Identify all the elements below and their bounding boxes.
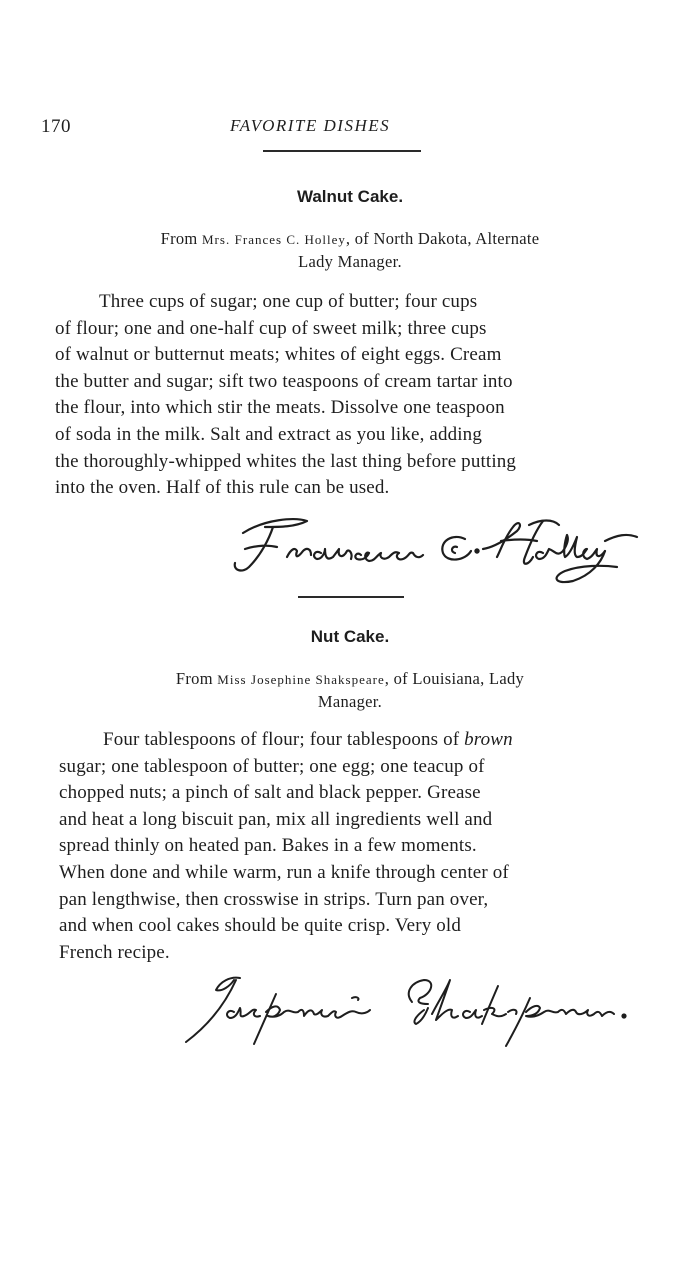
body-line: the butter and sugar; sift two teaspoons of cream tartar into: [55, 370, 513, 392]
recipe-title-walnut-cake: Walnut Cake.: [296, 187, 404, 206]
attribution-title: Miss: [217, 672, 247, 687]
body-line: pan lengthwise, then crosswise in strips. Turn pan over,: [59, 888, 489, 910]
attribution-name: Josephine Shakspeare: [251, 672, 385, 687]
attribution-line: [60, 228, 640, 251]
body-text: Four tablespoons of flour; four tablespoons of: [103, 729, 465, 750]
body-line: the flour, into which stir the meats. Dissolve one teaspoon: [55, 397, 505, 419]
body-line: [59, 727, 647, 754]
recipe-body-nut-cake: [59, 727, 647, 966]
body-line: spread thinly on heated pan. Bakes in a few moments.: [59, 835, 477, 857]
body-line: of walnut or butternut meats; whites of eight eggs. Cream: [55, 344, 502, 366]
signature-frances-c-holley: [225, 505, 650, 590]
attribution-walnut-cake: [60, 228, 640, 273]
body-line: chopped nuts; a pinch of salt and black pepper. Grease: [59, 782, 481, 804]
attribution-rest: , of Louisiana, Lady: [384, 669, 525, 688]
body-line-last: French recipe.: [59, 941, 170, 963]
attribution-from: From: [175, 669, 213, 688]
body-line: the thoroughly-whipped whites the last thing before putting: [55, 450, 517, 472]
attribution-nut-cake: [60, 668, 640, 713]
body-line: and heat a long biscuit pan, mix all ingredients well and: [59, 808, 493, 830]
attribution-from: From: [160, 229, 198, 248]
body-line: [55, 289, 643, 316]
body-line: of flour; one and one-half cup of sweet milk; three cups: [55, 317, 487, 339]
italic-word: brown: [464, 729, 513, 750]
header-rule: [263, 150, 421, 152]
body-line: and when cool cakes should be quite crisp. Very old: [59, 915, 461, 937]
running-title: FAVORITE DISHES: [230, 116, 391, 135]
body-line: of soda in the milk. Salt and extract as you like, adding: [55, 423, 482, 445]
attribution-title: Mrs.: [202, 232, 231, 247]
attribution-line-2: Manager.: [317, 692, 383, 711]
recipe-body-walnut-cake: [55, 289, 643, 502]
signature-josephine-shakspeare: [180, 968, 650, 1050]
attribution-line: [60, 668, 640, 691]
attribution-rest: , of North Dakota, Alternate: [345, 229, 540, 248]
page-number: 170: [41, 116, 71, 137]
body-line-last: into the oven. Half of this rule can be used.: [55, 477, 390, 499]
body-line: sugar; one tablespoon of butter; one egg; one teacup of: [59, 755, 485, 777]
body-text: Three cups of sugar; one cup of butter; four cups: [99, 291, 478, 312]
section-rule: [298, 596, 404, 598]
recipe-title-nut-cake: Nut Cake.: [310, 627, 390, 646]
attribution-name: Frances C. Holley: [234, 232, 346, 247]
body-line: When done and while warm, run a knife through center of: [59, 861, 509, 883]
attribution-line-2: Lady Manager.: [298, 252, 402, 271]
